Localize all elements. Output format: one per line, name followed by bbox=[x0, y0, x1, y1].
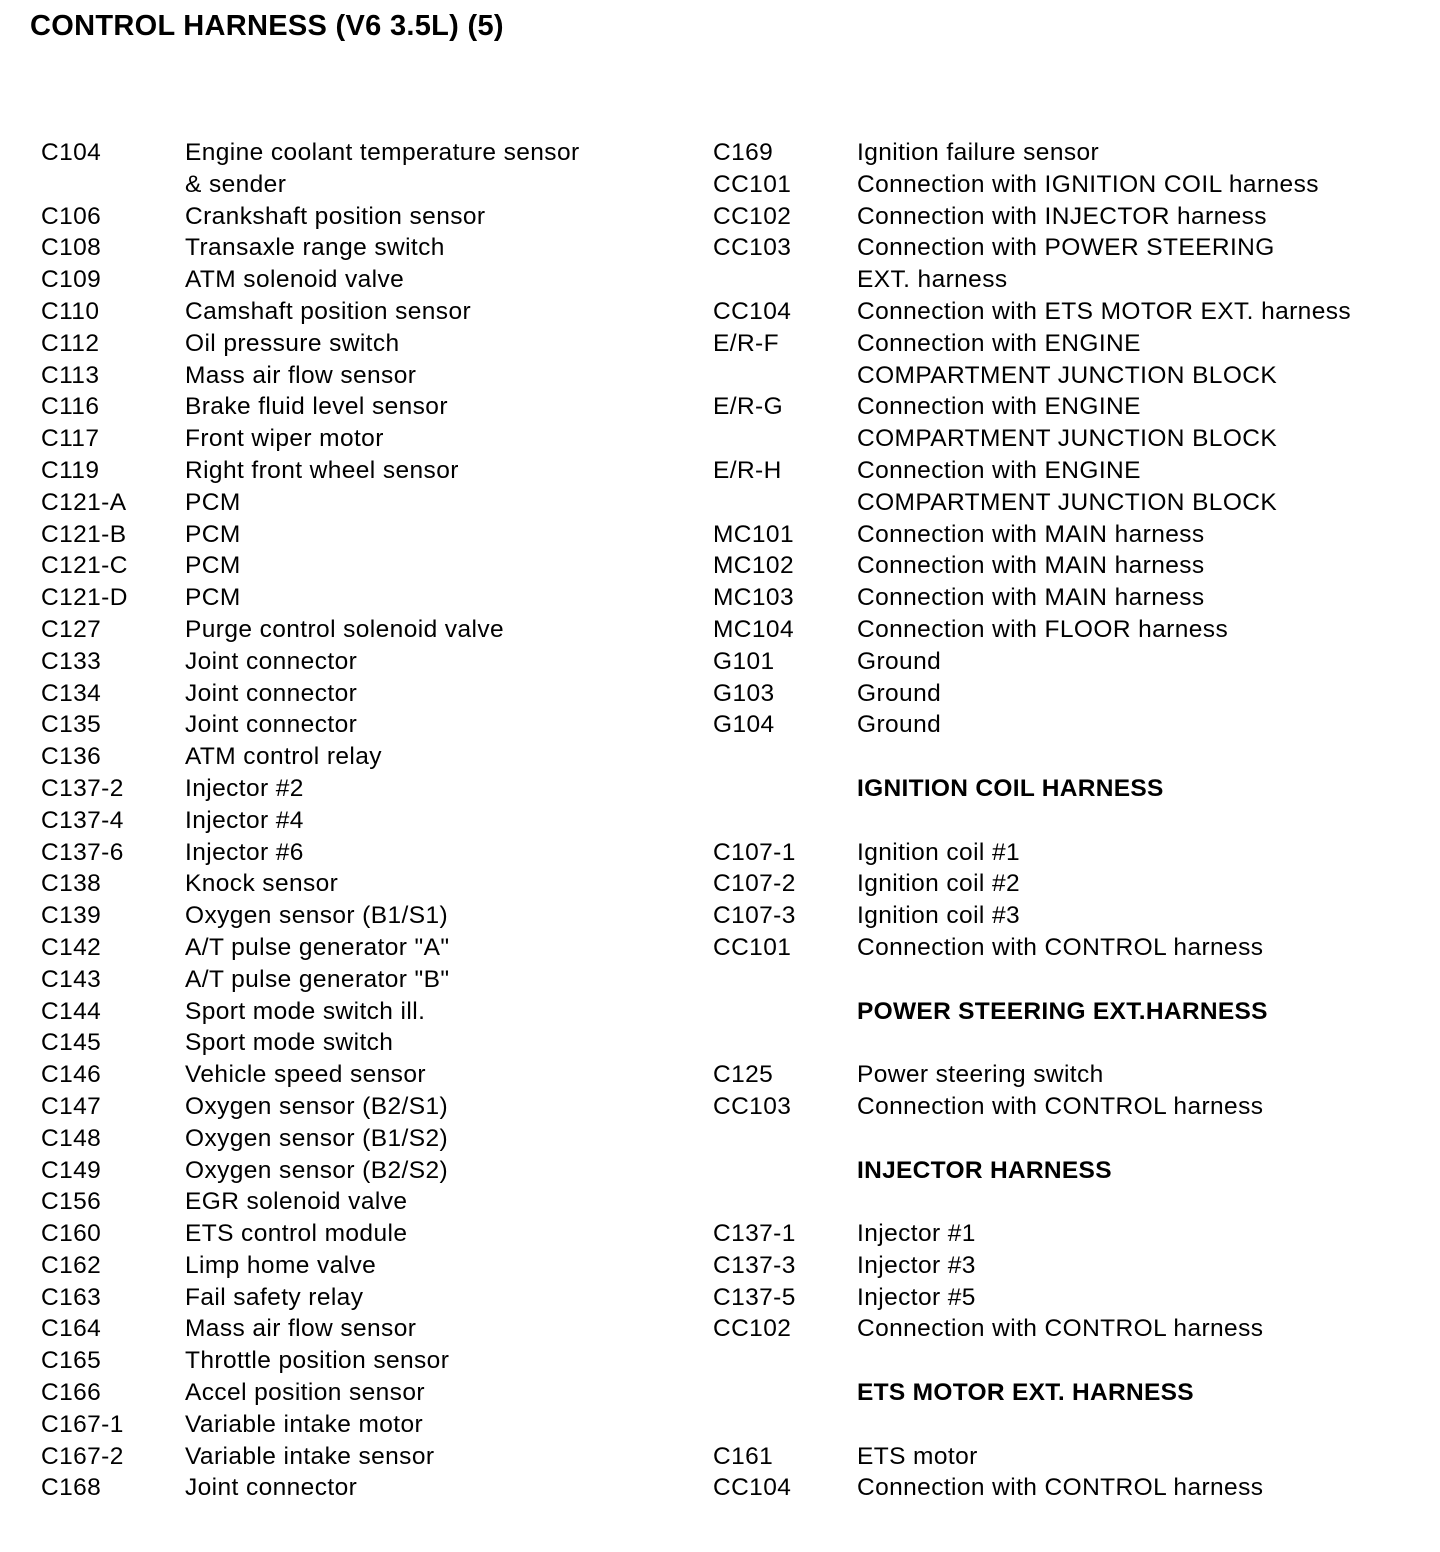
connector-description: Transaxle range switch bbox=[185, 234, 445, 262]
connector-row bbox=[41, 1409, 681, 1441]
connector-code: C136 bbox=[41, 743, 102, 771]
connector-description: Vehicle speed sensor bbox=[185, 1061, 426, 1089]
connector-code: MC103 bbox=[713, 584, 794, 612]
connector-row bbox=[41, 805, 681, 837]
connector-code: C117 bbox=[41, 425, 100, 453]
connector-row bbox=[41, 487, 681, 519]
connector-code: C121-D bbox=[41, 584, 128, 612]
connector-description: ATM control relay bbox=[185, 743, 382, 771]
connector-code: C145 bbox=[41, 1029, 102, 1057]
section-heading: POWER STEERING EXT.HARNESS bbox=[857, 997, 1268, 1025]
connector-code: C144 bbox=[41, 997, 102, 1025]
connector-description: Ground bbox=[857, 679, 942, 707]
connector-description: Oxygen sensor (B1/S2) bbox=[185, 1124, 449, 1152]
connector-code: CC104 bbox=[713, 1474, 792, 1502]
connector-description: Injector #6 bbox=[185, 838, 304, 866]
connector-row bbox=[41, 455, 681, 487]
connector-code: C147 bbox=[41, 1092, 102, 1120]
connector-row bbox=[41, 1282, 681, 1314]
connector-description: Ignition coil #1 bbox=[857, 838, 1021, 866]
connector-code: CC104 bbox=[713, 297, 792, 325]
connector-code: G101 bbox=[713, 647, 775, 675]
spacer bbox=[713, 1345, 1413, 1377]
connector-description: Fail safety relay bbox=[185, 1283, 364, 1311]
connector-description: Connection with CONTROL harness bbox=[857, 1092, 1264, 1120]
connector-code: C110 bbox=[41, 297, 100, 325]
connector-description: Ground bbox=[857, 647, 942, 675]
connector-code: CC101 bbox=[713, 170, 792, 198]
connector-description: PCM bbox=[185, 552, 241, 580]
connector-row bbox=[41, 678, 681, 710]
connector-row bbox=[713, 1218, 1413, 1250]
connector-description: Knock sensor bbox=[185, 870, 339, 898]
connector-description: Injector #3 bbox=[857, 1251, 976, 1279]
connector-description: ETS motor bbox=[857, 1442, 978, 1470]
connector-description: Engine coolant temperature sensor & sender bbox=[185, 139, 580, 198]
connector-code: C142 bbox=[41, 933, 102, 961]
connector-code: C160 bbox=[41, 1220, 102, 1248]
connector-description: A/T pulse generator "B" bbox=[185, 965, 450, 993]
connector-code: C167-2 bbox=[41, 1442, 124, 1470]
connector-description: Connection with CONTROL harness bbox=[857, 1474, 1264, 1502]
connector-description: Connection with ETS MOTOR EXT. harness bbox=[857, 297, 1352, 325]
connector-row bbox=[713, 932, 1413, 964]
connector-description: Joint connector bbox=[185, 679, 358, 707]
connector-row bbox=[713, 137, 1413, 169]
connector-code: C163 bbox=[41, 1283, 102, 1311]
connector-code: C135 bbox=[41, 711, 102, 739]
connector-description: Throttle position sensor bbox=[185, 1347, 450, 1375]
connector-row bbox=[41, 741, 681, 773]
connector-row bbox=[41, 1250, 681, 1282]
connector-row bbox=[713, 1059, 1413, 1091]
page-title: CONTROL HARNESS (V6 3.5L) (5) bbox=[30, 10, 504, 42]
connector-row bbox=[713, 1313, 1413, 1345]
connector-row bbox=[713, 296, 1413, 328]
connector-row bbox=[713, 550, 1413, 582]
connector-row bbox=[713, 709, 1413, 741]
connector-description: Purge control solenoid valve bbox=[185, 615, 504, 643]
connector-code: C137-3 bbox=[713, 1251, 796, 1279]
connector-row bbox=[41, 709, 681, 741]
connector-row bbox=[41, 328, 681, 360]
connector-code: MC101 bbox=[713, 520, 794, 548]
spacer bbox=[713, 1409, 1413, 1441]
connector-row bbox=[41, 423, 681, 455]
connector-row bbox=[41, 1218, 681, 1250]
connector-code: C166 bbox=[41, 1379, 102, 1407]
connector-description: Joint connector bbox=[185, 1474, 358, 1502]
connector-row bbox=[41, 550, 681, 582]
connector-code: C106 bbox=[41, 202, 102, 230]
connector-code: C148 bbox=[41, 1124, 102, 1152]
connector-description: ATM solenoid valve bbox=[185, 266, 405, 294]
connector-description: Connection with ENGINE COMPARTMENT JUNCTION BLOCK bbox=[857, 329, 1278, 389]
connector-description: Ground bbox=[857, 711, 942, 739]
connector-code: G103 bbox=[713, 679, 775, 707]
spacer bbox=[713, 1027, 1413, 1059]
connector-row bbox=[41, 1123, 681, 1155]
connector-code: C139 bbox=[41, 902, 102, 930]
connector-description: A/T pulse generator "A" bbox=[185, 933, 450, 961]
connector-description: Front wiper motor bbox=[185, 425, 384, 453]
connector-row bbox=[41, 1027, 681, 1059]
connector-code: C133 bbox=[41, 647, 102, 675]
connector-description: Mass air flow sensor bbox=[185, 361, 417, 389]
connector-row bbox=[41, 232, 681, 264]
connector-description: ETS control module bbox=[185, 1220, 408, 1248]
connector-row bbox=[713, 1441, 1413, 1473]
connector-description: Oil pressure switch bbox=[185, 329, 400, 357]
connector-code: C134 bbox=[41, 679, 102, 707]
connector-description: Connection with MAIN harness bbox=[857, 520, 1205, 548]
connector-row bbox=[41, 201, 681, 233]
connector-row bbox=[41, 391, 681, 423]
connector-row bbox=[41, 996, 681, 1028]
connector-code: C112 bbox=[41, 329, 100, 357]
connector-code: C109 bbox=[41, 266, 102, 294]
connector-description: Ignition coil #2 bbox=[857, 870, 1021, 898]
connector-description: Connection with CONTROL harness bbox=[857, 1315, 1264, 1343]
connector-description: EGR solenoid valve bbox=[185, 1188, 408, 1216]
connector-code: C107-2 bbox=[713, 870, 796, 898]
connector-description: Connection with FLOOR harness bbox=[857, 615, 1229, 643]
connector-row bbox=[713, 582, 1413, 614]
connector-code: C113 bbox=[41, 361, 100, 389]
connector-code: C121-C bbox=[41, 552, 128, 580]
connector-code: C146 bbox=[41, 1061, 102, 1089]
spacer bbox=[713, 964, 1413, 996]
connector-row bbox=[41, 868, 681, 900]
connector-row bbox=[713, 201, 1413, 233]
connector-row bbox=[713, 868, 1413, 900]
connector-description: Camshaft position sensor bbox=[185, 297, 472, 325]
connector-row bbox=[41, 1155, 681, 1187]
connector-row bbox=[713, 1282, 1413, 1314]
connector-row bbox=[713, 614, 1413, 646]
connector-code: CC103 bbox=[713, 234, 792, 262]
connector-description: Connection with MAIN harness bbox=[857, 552, 1205, 580]
connector-code: C137-6 bbox=[41, 838, 124, 866]
connector-description: PCM bbox=[185, 488, 241, 516]
connector-code: C104 bbox=[41, 139, 102, 166]
connector-description: Power steering switch bbox=[857, 1061, 1104, 1089]
connector-code: CC102 bbox=[713, 202, 792, 230]
connector-description: Connection with ENGINE COMPARTMENT JUNCTION BLOCK bbox=[857, 393, 1278, 453]
connector-description: Injector #2 bbox=[185, 774, 304, 802]
connector-description: Oxygen sensor (B1/S1) bbox=[185, 902, 449, 930]
spacer bbox=[713, 1123, 1413, 1155]
connector-description: Ignition coil #3 bbox=[857, 902, 1021, 930]
connector-code: C169 bbox=[713, 139, 774, 166]
connector-code: C119 bbox=[41, 456, 100, 484]
connector-description: Connection with INJECTOR harness bbox=[857, 202, 1267, 230]
connector-code: C107-1 bbox=[713, 838, 796, 866]
connector-code: CC101 bbox=[713, 933, 792, 961]
connector-code: E/R-G bbox=[713, 393, 784, 421]
connector-row bbox=[41, 646, 681, 678]
connector-description: Connection with MAIN harness bbox=[857, 584, 1205, 612]
connector-description: Brake fluid level sensor bbox=[185, 393, 448, 421]
connector-row bbox=[713, 1250, 1413, 1282]
connector-description: Oxygen sensor (B2/S2) bbox=[185, 1156, 449, 1184]
connector-description: Ignition failure sensor bbox=[857, 139, 1100, 166]
connector-code: C168 bbox=[41, 1474, 102, 1502]
connector-code: C137-4 bbox=[41, 806, 124, 834]
connector-row bbox=[41, 137, 681, 201]
spacer bbox=[713, 805, 1413, 837]
connector-row bbox=[41, 1345, 681, 1377]
connector-row bbox=[41, 264, 681, 296]
connector-code: MC104 bbox=[713, 615, 794, 643]
connector-description: Connection with IGNITION COIL harness bbox=[857, 170, 1319, 198]
connector-row bbox=[41, 296, 681, 328]
connector-description: Sport mode switch ill. bbox=[185, 997, 426, 1025]
connector-row bbox=[41, 519, 681, 551]
connector-row bbox=[41, 932, 681, 964]
connector-row bbox=[41, 900, 681, 932]
connector-row bbox=[41, 582, 681, 614]
connector-code: G104 bbox=[713, 711, 775, 739]
connector-description: Variable intake sensor bbox=[185, 1442, 435, 1470]
connector-code: C164 bbox=[41, 1315, 102, 1343]
connector-code: C137-1 bbox=[713, 1220, 796, 1248]
connector-description: Injector #4 bbox=[185, 806, 304, 834]
connector-row bbox=[713, 328, 1413, 392]
connector-description: PCM bbox=[185, 520, 241, 548]
connector-code: C121-B bbox=[41, 520, 127, 548]
connector-description: Injector #5 bbox=[857, 1283, 976, 1311]
connector-code: C165 bbox=[41, 1347, 102, 1375]
connector-code: C167-1 bbox=[41, 1410, 124, 1438]
connector-code: C149 bbox=[41, 1156, 102, 1184]
connector-row bbox=[41, 1091, 681, 1123]
connector-row bbox=[41, 614, 681, 646]
section-heading: INJECTOR HARNESS bbox=[857, 1156, 1112, 1184]
connector-code: C162 bbox=[41, 1251, 102, 1279]
connector-code: C156 bbox=[41, 1188, 102, 1216]
connector-row bbox=[41, 1441, 681, 1473]
connector-description: Variable intake motor bbox=[185, 1410, 424, 1438]
connector-row bbox=[713, 1472, 1413, 1504]
connector-description: Connection with POWER STEERING EXT. harness bbox=[857, 234, 1275, 294]
connector-row bbox=[41, 1186, 681, 1218]
connector-code: C127 bbox=[41, 615, 102, 643]
spacer bbox=[713, 1186, 1413, 1218]
connector-description: Right front wheel sensor bbox=[185, 456, 459, 484]
connector-code: CC103 bbox=[713, 1092, 792, 1120]
connector-row bbox=[713, 232, 1413, 296]
connector-description: Crankshaft position sensor bbox=[185, 202, 486, 230]
connector-code: C161 bbox=[713, 1442, 774, 1470]
section-heading: IGNITION COIL HARNESS bbox=[857, 774, 1164, 802]
connector-row bbox=[41, 1472, 681, 1504]
connector-code: CC102 bbox=[713, 1315, 792, 1343]
connector-description: Accel position sensor bbox=[185, 1379, 425, 1407]
connector-code: C137-2 bbox=[41, 774, 124, 802]
connector-code: C108 bbox=[41, 234, 102, 262]
connector-row bbox=[713, 678, 1413, 710]
connector-description: Joint connector bbox=[185, 711, 358, 739]
connector-description: Mass air flow sensor bbox=[185, 1315, 417, 1343]
connector-row bbox=[713, 391, 1413, 455]
right-connector-list bbox=[713, 137, 1413, 1504]
connector-row bbox=[713, 455, 1413, 519]
spacer bbox=[713, 741, 1413, 773]
connector-row bbox=[41, 773, 681, 805]
connector-description: Sport mode switch bbox=[185, 1029, 394, 1057]
connector-row bbox=[713, 900, 1413, 932]
connector-code: C137-5 bbox=[713, 1283, 796, 1311]
connector-code: C107-3 bbox=[713, 902, 796, 930]
section-heading: ETS MOTOR EXT. HARNESS bbox=[857, 1379, 1194, 1407]
connector-row bbox=[41, 1313, 681, 1345]
connector-code: C116 bbox=[41, 393, 100, 421]
connector-description: Oxygen sensor (B2/S1) bbox=[185, 1092, 449, 1120]
connector-description: Connection with CONTROL harness bbox=[857, 933, 1264, 961]
connector-row bbox=[41, 964, 681, 996]
left-connector-list bbox=[41, 137, 681, 1504]
connector-row bbox=[713, 646, 1413, 678]
connector-row bbox=[41, 1377, 681, 1409]
connector-row bbox=[713, 169, 1413, 201]
connector-description: Joint connector bbox=[185, 647, 358, 675]
connector-code: C121-A bbox=[41, 488, 127, 516]
connector-description: Connection with ENGINE COMPARTMENT JUNCTION BLOCK bbox=[857, 456, 1278, 516]
connector-row bbox=[713, 519, 1413, 551]
connector-description: PCM bbox=[185, 584, 241, 612]
connector-code: C138 bbox=[41, 870, 102, 898]
connector-row bbox=[713, 1091, 1413, 1123]
connector-row bbox=[41, 837, 681, 869]
connector-code: E/R-H bbox=[713, 456, 782, 484]
connector-row bbox=[41, 1059, 681, 1091]
connector-description: Injector #1 bbox=[857, 1220, 976, 1248]
connector-code: E/R-F bbox=[713, 329, 779, 357]
connector-code: C143 bbox=[41, 965, 102, 993]
connector-code: C125 bbox=[713, 1061, 774, 1089]
connector-row bbox=[713, 837, 1413, 869]
connector-description: Limp home valve bbox=[185, 1251, 377, 1279]
connector-code: MC102 bbox=[713, 552, 794, 580]
connector-row bbox=[41, 360, 681, 392]
